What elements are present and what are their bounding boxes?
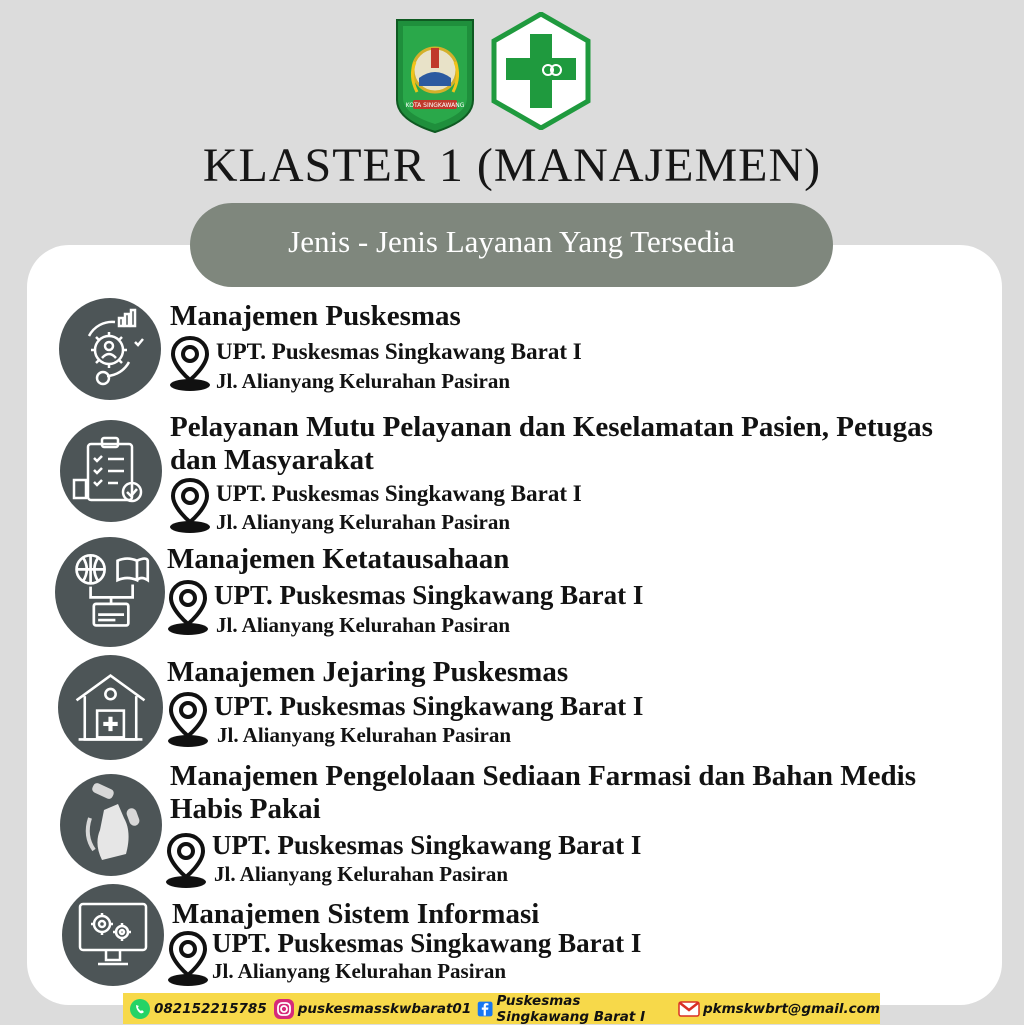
emblem-text: KOTA SINGKAWANG bbox=[405, 102, 465, 109]
contact-footer bbox=[123, 993, 880, 1024]
gmail-icon bbox=[678, 998, 700, 1020]
service-address: Jl. Alianyang Kelurahan Pasiran bbox=[214, 862, 509, 886]
location-pin-icon bbox=[166, 929, 212, 987]
gear-cycle-icon bbox=[59, 298, 161, 400]
facebook-contact[interactable] bbox=[477, 993, 672, 1025]
facebook-icon bbox=[477, 998, 493, 1020]
globe-book-card-icon bbox=[55, 537, 165, 647]
service-location: UPT. Puskesmas Singkawang Barat I bbox=[212, 830, 642, 860]
service-address: Jl. Alianyang Kelurahan Pasiran bbox=[217, 723, 512, 747]
instagram-icon bbox=[273, 998, 295, 1020]
subtitle-pill: Jenis - Jenis Layanan Yang Tersedia bbox=[190, 203, 833, 287]
service-address: Jl. Alianyang Kelurahan Pasiran bbox=[212, 959, 507, 983]
service-address: Jl. Alianyang Kelurahan Pasiran bbox=[216, 613, 511, 637]
email-address: pkmskwbrt@gmail.com bbox=[702, 1000, 880, 1017]
service-title: Manajemen Pengelolaan Sediaan Farmasi dan Bahan Medis Habis Pakai bbox=[170, 760, 916, 825]
service-title: Pelayanan Mutu Pelayanan dan Keselamatan Pasien, Petugas dan Masyarakat bbox=[170, 411, 933, 476]
location-pin-icon bbox=[166, 690, 212, 748]
service-title: Manajemen Ketatausahaan bbox=[167, 543, 510, 575]
service-address: Jl. Alianyang Kelurahan Pasiran bbox=[216, 510, 511, 534]
service-location: UPT. Puskesmas Singkawang Barat I bbox=[216, 481, 582, 506]
location-pin-icon bbox=[168, 334, 214, 392]
service-address: Jl. Alianyang Kelurahan Pasiran bbox=[216, 369, 511, 393]
whatsapp-icon bbox=[129, 998, 151, 1020]
service-location: UPT. Puskesmas Singkawang Barat I bbox=[214, 691, 644, 721]
service-title: Manajemen Jejaring Puskesmas bbox=[167, 656, 569, 688]
email-contact[interactable] bbox=[678, 998, 880, 1020]
medicine-bottle-icon bbox=[60, 774, 162, 876]
logo-row bbox=[0, 12, 1024, 132]
monitor-gears-icon bbox=[62, 884, 164, 986]
instagram-contact[interactable] bbox=[273, 998, 471, 1020]
clipboard-checklist-icon bbox=[60, 420, 162, 522]
service-title: Manajemen Puskesmas bbox=[170, 300, 461, 332]
service-title: Manajemen Sistem Informasi bbox=[172, 898, 540, 930]
phone-contact[interactable] bbox=[129, 998, 267, 1020]
phone-number: 082152215785 bbox=[154, 1000, 267, 1017]
facebook-page: Puskesmas Singkawang Barat I bbox=[496, 992, 646, 1025]
page-title: KLASTER 1 (MANAJEMEN) bbox=[202, 139, 822, 192]
location-pin-icon bbox=[164, 831, 210, 889]
instagram-handle: puskesmasskwbarat01 bbox=[297, 1000, 472, 1017]
kota-singkawang-emblem bbox=[393, 16, 477, 134]
location-pin-icon bbox=[168, 476, 214, 534]
clinic-building-icon bbox=[58, 655, 163, 760]
service-location: UPT. Puskesmas Singkawang Barat I bbox=[214, 580, 644, 610]
service-location: UPT. Puskesmas Singkawang Barat I bbox=[212, 928, 642, 958]
service-location: UPT. Puskesmas Singkawang Barat I bbox=[216, 339, 582, 364]
location-pin-icon bbox=[166, 578, 212, 636]
puskesmas-cross-logo bbox=[490, 12, 592, 130]
